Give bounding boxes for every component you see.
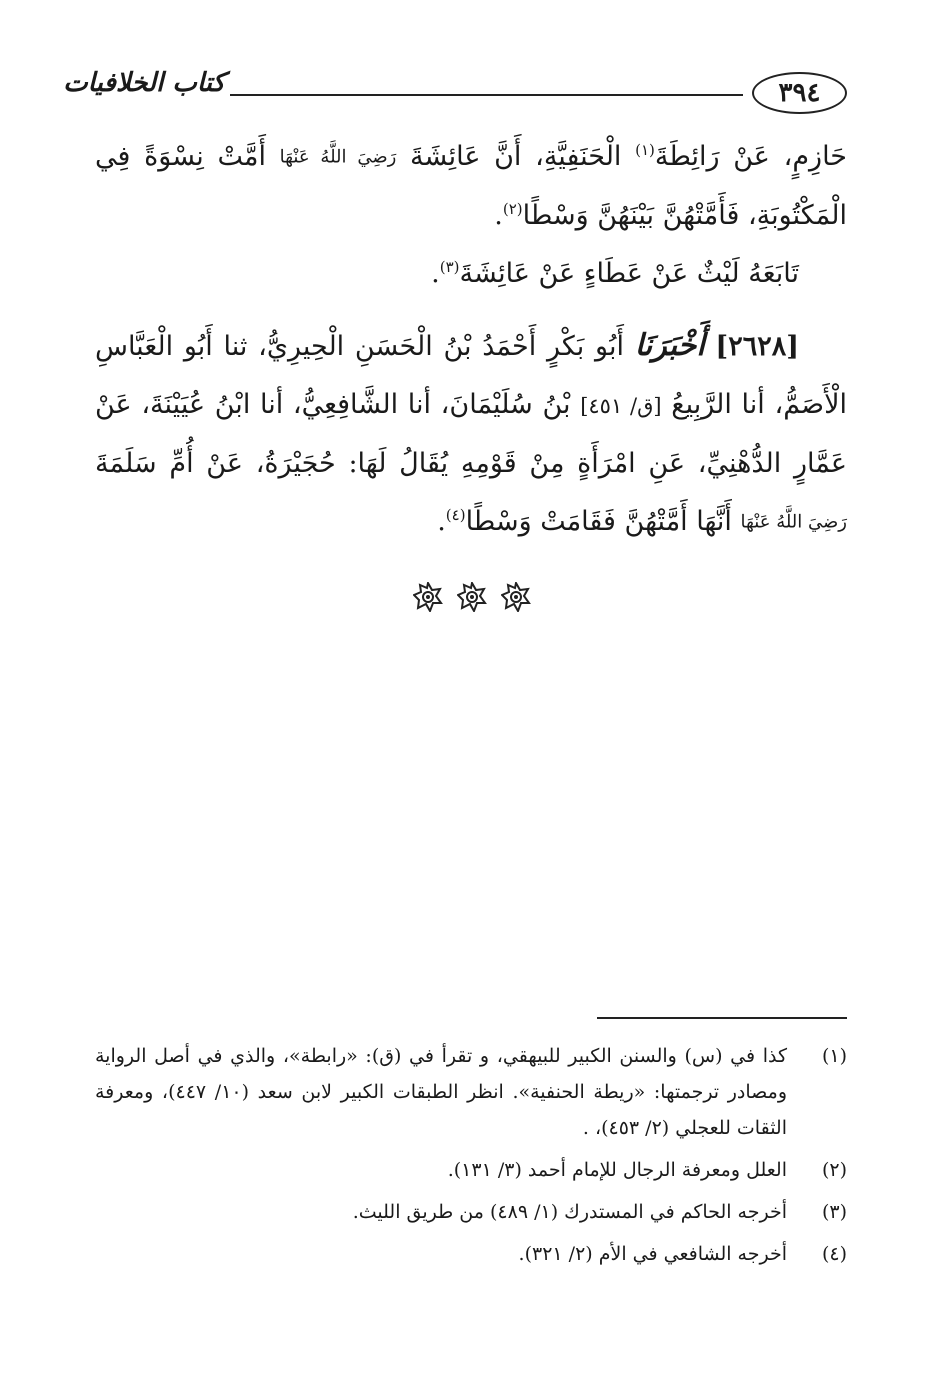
text-run: أَنَّهَا أَمَّتْهُنَّ فَقَامَتْ وَسْطًا	[465, 505, 741, 537]
footnote-text: كذا في (س) والسنن الكبير للبيهقي، و تقرأ في (ق): «رابطة»، والذي في أصل الرواية ومصادر ترجمتها: «ريطة الحنفية». انظر الطبقات الكبير لابن سعد (١٠/ ٤٤٧)، ومعرفة الثقات للعجلي (٢/ ٤٥٣)، .	[95, 1045, 788, 1139]
text-run: الْحَنَفِيَّةِ، أَنَّ عَائِشَةَ	[396, 141, 636, 172]
paragraph-2	[95, 245, 847, 303]
paragraph-3	[95, 317, 847, 552]
footnote-ref-3: (٣)	[439, 257, 460, 276]
hadith-number: [٢٦٢٨]	[715, 330, 799, 362]
footnote-number: (١)	[821, 1045, 847, 1067]
footnote	[95, 1152, 847, 1188]
text-run: .	[494, 199, 503, 231]
header-rule	[230, 94, 743, 96]
page-number	[752, 72, 847, 114]
text-run: بْنُ سُلَيْمَانَ، أنا الشَّافِعِيُّ، أنا ابْنُ عُيَيْنَةَ، عَنْ عَمَّارٍ الدُّهْنِيِّ، عَنِ امْرَأَةٍ مِنْ قَوْمِهِ يُقَالُ لَهَا: حُجَيْرَةُ، عَنْ أُمِّ سَلَمَةَ	[95, 388, 847, 479]
text-run: حَازِمٍ، عَنْ رَائِطَةَ	[654, 141, 847, 172]
text-run: أَمَّتْ نِسْوَةً فِي الْمَكْتُوبَةِ، فَأَمَّتْهُنَّ بَيْنَهُنَّ وَسْطًا	[95, 141, 847, 231]
page-number-text: ٣٩٤	[778, 78, 821, 108]
footnote-text: أخرجه الشافعي في الأم (٢/ ٣٢١).	[518, 1243, 787, 1265]
text-run: أَبُو بَكْرٍ أَحْمَدُ بْنُ الْحَسَنِ الْحِيرِيُّ، ثنا أَبُو الْعَبَّاسِ الْأَصَمُّ، أنا الرَّبِيعُ	[95, 330, 847, 420]
footnote-separator	[597, 1017, 847, 1019]
flower-ornament-icon	[457, 582, 487, 612]
page-header	[63, 62, 847, 118]
text-run: .	[437, 505, 446, 537]
main-text	[95, 128, 847, 551]
footnote-ref-4: (٤)	[445, 505, 466, 524]
text-run: .	[431, 257, 440, 289]
footnote-ref-1: (١)	[635, 141, 655, 159]
akhbarana-keyword: أَخْبَرَنَا	[634, 327, 705, 363]
footnotes	[95, 1038, 847, 1278]
flower-ornament-icon	[501, 582, 531, 612]
section-ornament	[0, 582, 944, 612]
book-title: كتاب الخلافيات	[63, 68, 225, 98]
flower-ornament-icon	[413, 582, 443, 612]
footnote-number: (٢)	[821, 1159, 847, 1181]
footnote-number: (٣)	[821, 1201, 847, 1223]
footnote	[95, 1038, 847, 1146]
footnote-text: العلل ومعرفة الرجال للإمام أحمد (٣/ ١٣١).	[447, 1159, 787, 1181]
footnote-text: أخرجه الحاكم في المستدرك (١/ ٤٨٩) من طريق الليث.	[352, 1201, 787, 1223]
paragraph-1	[95, 128, 847, 245]
footnote	[95, 1236, 847, 1272]
honorific-glyph: رَضِيَ اللَّهُ عَنْهَا	[740, 511, 847, 532]
manuscript-ref: [ق/ ٤٥١]	[580, 393, 662, 418]
footnote-number: (٤)	[821, 1243, 847, 1265]
footnote-ref-2: (٢)	[502, 199, 523, 218]
footnote	[95, 1194, 847, 1230]
text-run: تَابَعَهُ لَيْثٌ عَنْ عَطَاءٍ عَنْ عَائِشَةَ	[459, 257, 799, 289]
honorific-glyph: رَضِيَ اللَّهُ عَنْهَا	[279, 146, 397, 168]
